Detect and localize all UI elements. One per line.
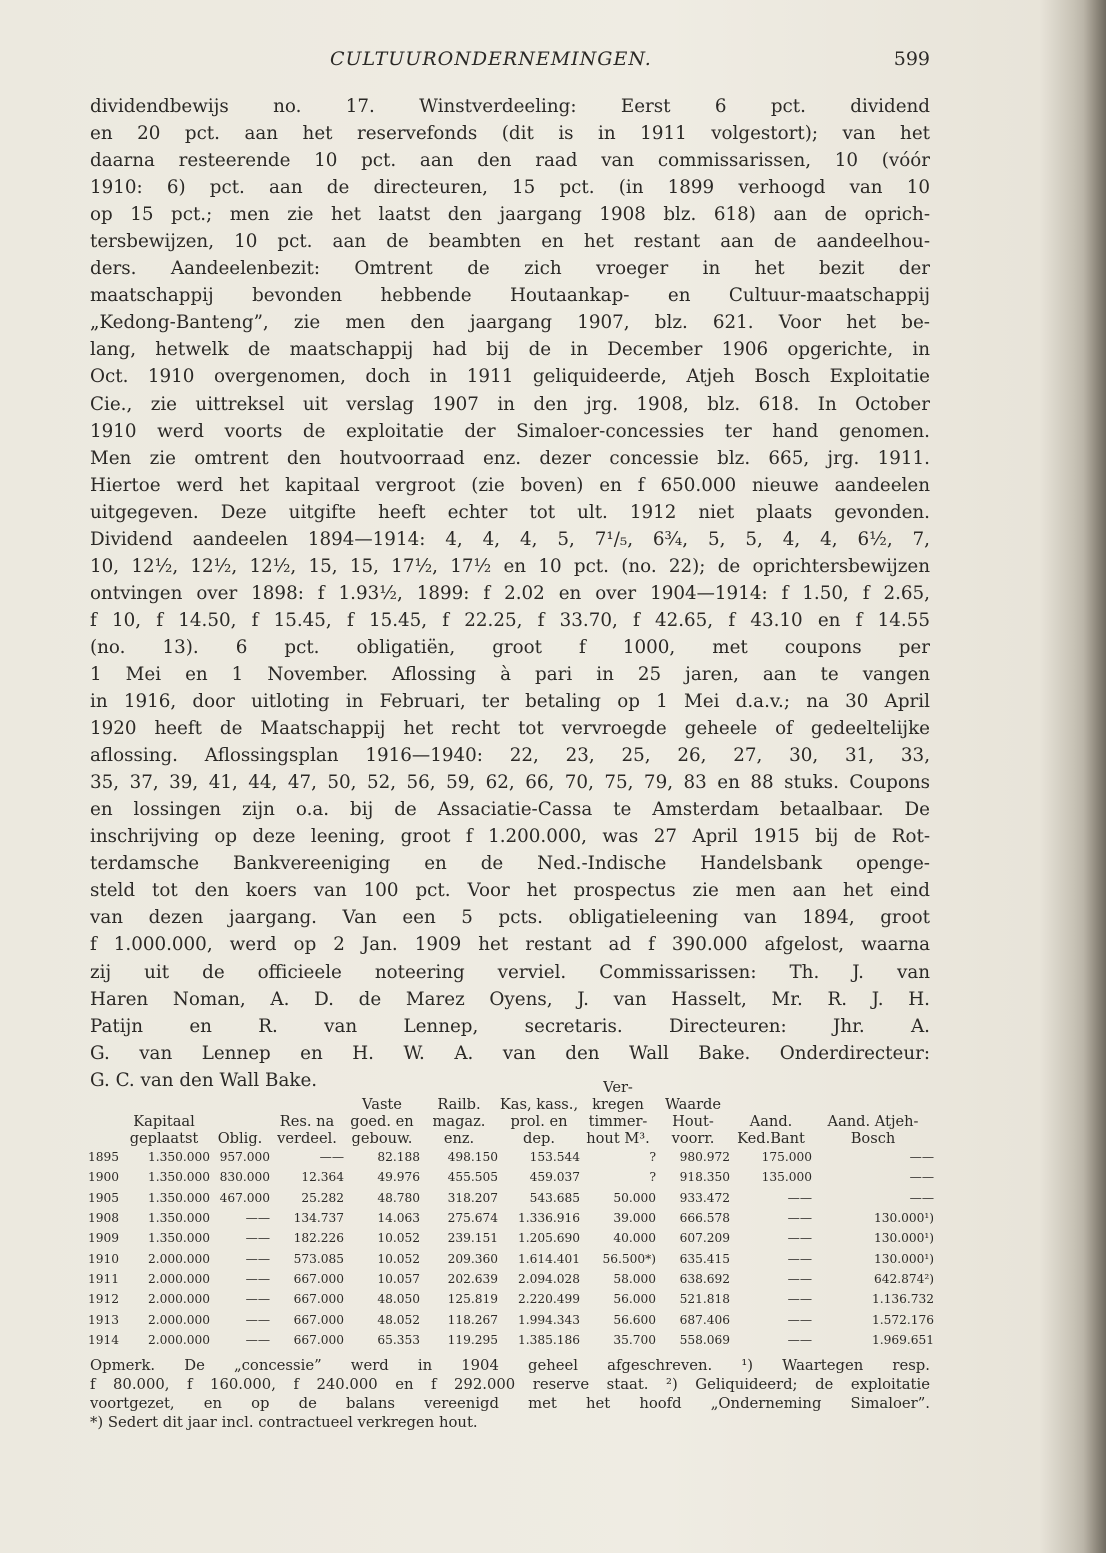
- table-cell: ——: [245, 1271, 270, 1286]
- text-line: dividendbewijs no. 17. Winstverdeeling: Eerst 6 pct. dividend: [90, 96, 930, 117]
- table-cell: 82.188: [377, 1150, 420, 1165]
- table-cell: 130.000¹): [873, 1231, 934, 1246]
- table-cell: 202.639: [447, 1271, 498, 1286]
- text-line: daarna resteerende 10 pct. aan den raad van commissarissen, 10 (vóór: [90, 150, 930, 172]
- footnote-line: voortgezet, en op de balans vereenigd met het hoofd „Onderneming Simaloer”.: [90, 1394, 930, 1412]
- table-cell: 318.207: [447, 1190, 498, 1205]
- table-body: [88, 1147, 934, 1350]
- footnote-line: Opmerk. De „concessie” werd in 1904 geheel afgeschreven. ¹) Waartegen resp.: [90, 1357, 930, 1374]
- table-cell: 14.063: [377, 1211, 420, 1226]
- text-line: Dividend aandeelen 1894—1914: 4, 4, 4, 5, 7¹/₅, 6¾, 5, 5, 4, 4, 6½, 7,: [90, 528, 930, 550]
- table-cell: 275.674: [447, 1211, 498, 1226]
- table-cell: 933.472: [679, 1190, 730, 1205]
- table-column-header: Res. na verdeel.: [277, 1113, 337, 1147]
- table-cell: ——: [245, 1231, 270, 1246]
- table-column-header: Waarde Hout-voorr.: [664, 1096, 722, 1147]
- table-cell: 467.000: [219, 1190, 270, 1205]
- table-cell: 1.572.176: [871, 1312, 934, 1327]
- table-cell: ——: [245, 1292, 270, 1307]
- financial-table: [88, 1079, 934, 1350]
- table-cell: 1.350.000: [147, 1231, 210, 1246]
- table-cell: 638.692: [679, 1271, 730, 1286]
- table-cell: 56.000: [613, 1292, 656, 1307]
- text-line: van dezen jaargang. Van een 5 pcts. obligatieleening van 1894, groot: [90, 907, 930, 929]
- table-cell: 2.000.000: [147, 1332, 210, 1347]
- table-cell: 10.052: [377, 1231, 420, 1246]
- table-cell: 25.282: [301, 1190, 344, 1205]
- table-cell: ——: [787, 1211, 812, 1226]
- table-cell: 1.994.343: [517, 1312, 580, 1327]
- table-cell: 40.000: [613, 1231, 656, 1246]
- table-cell: 498.150: [447, 1150, 498, 1165]
- table-cell: 830.000: [219, 1170, 270, 1185]
- body-text: [90, 93, 930, 1094]
- table-cell: 687.406: [679, 1312, 730, 1327]
- table-cell: ——: [787, 1251, 812, 1266]
- table-cell: 56.500*): [602, 1251, 656, 1266]
- text-line: aflossing. Aflossingsplan 1916—1940: 22, 23, 25, 26, 27, 30, 31, 33,: [90, 745, 930, 767]
- footnote-line: *) Sedert dit jaar incl. contractueel verkregen hout.: [90, 1413, 478, 1431]
- table-cell: 48.050: [377, 1292, 420, 1307]
- table-cell: 209.360: [447, 1251, 498, 1266]
- table-cell: 65.353: [377, 1332, 420, 1347]
- table-year-cell: 1913: [88, 1312, 120, 1327]
- table-cell: 118.267: [447, 1312, 498, 1327]
- page-header: [90, 48, 930, 76]
- text-line: 1910 werd voorts de exploitatie der Simaloer-concessies ter hand genomen.: [90, 420, 930, 442]
- table-column-header: Aand. Atjeh-Bosch: [827, 1113, 919, 1147]
- table-cell: 642.874²): [873, 1271, 934, 1286]
- table-column-header: Ver-kregen timmer-hout M³.: [586, 1079, 650, 1147]
- table-row: [88, 1330, 934, 1350]
- table-cell: 573.085: [293, 1251, 344, 1266]
- text-line: Haren Noman, A. D. de Marez Oyens, J. van Hasselt, Mr. R. J. H.: [90, 988, 930, 1010]
- table-cell: ——: [909, 1170, 934, 1185]
- text-line: terdamsche Bankvereeniging en de Ned.-Indische Handelsbank openge-: [90, 853, 930, 875]
- table-cell: 56.600: [613, 1312, 656, 1327]
- table-cell: 543.685: [529, 1190, 580, 1205]
- table-cell: 1.136.732: [871, 1292, 934, 1307]
- text-line: lang, hetwelk de maatschappij had bij de in December 1906 opgerichte, in: [90, 339, 930, 361]
- running-title: CULTUURONDERNEMINGEN.: [330, 48, 652, 70]
- table-column-header: Kas, kass., prol. en dep.: [499, 1096, 579, 1147]
- table-cell: 918.350: [679, 1170, 730, 1185]
- table-cell: 119.295: [447, 1332, 498, 1347]
- table-cell: 1.205.690: [517, 1231, 580, 1246]
- table-cell: 2.220.499: [517, 1292, 580, 1307]
- table-cell: ——: [787, 1190, 812, 1205]
- table-cell: 957.000: [219, 1150, 270, 1165]
- text-line: 35, 37, 39, 41, 44, 47, 50, 52, 56, 59, 62, 66, 70, 75, 79, 83 en 88 stuks. Coupons: [90, 772, 930, 794]
- table-cell: 1.350.000: [147, 1170, 210, 1185]
- text-line: tersbewijzen, 10 pct. aan de beambten en het restant aan de aandeelhou-: [90, 231, 930, 253]
- text-line: en lossingen zijn o.a. bij de Assaciatie-Cassa te Amsterdam betaalbaar. De: [90, 799, 930, 821]
- table-cell: 12.364: [301, 1170, 344, 1185]
- text-line: ontvingen over 1898: f 1.93½, 1899: f 2.02 en over 1904—1914: f 1.50, f 2.65,: [90, 582, 930, 604]
- text-line: en 20 pct. aan het reservefonds (dit is in 1911 volgestort); van het: [90, 123, 930, 145]
- table-cell: 667.000: [293, 1292, 344, 1307]
- table-year-cell: 1900: [88, 1170, 120, 1185]
- table-cell: 39.000: [613, 1211, 656, 1226]
- table-cell: 153.544: [529, 1150, 580, 1165]
- text-line: 10, 12½, 12½, 12½, 15, 15, 17½, 17½ en 10 pct. (no. 22); de oprichtersbewijzen: [90, 555, 930, 577]
- table-cell: 666.578: [679, 1211, 730, 1226]
- table-row: [88, 1147, 934, 1167]
- table-cell: 130.000¹): [873, 1211, 934, 1226]
- text-line: (no. 13). 6 pct. obligatiën, groot f 1000, met coupons per: [90, 636, 930, 658]
- text-line: zij uit de officieele noteering verviel. Commissarissen: Th. J. van: [90, 961, 930, 983]
- table-cell: 134.737: [293, 1211, 344, 1226]
- table-cell: ?: [649, 1170, 656, 1185]
- table-cell: ——: [787, 1312, 812, 1327]
- footnote-line: f 80.000, f 160.000, f 240.000 en f 292.000 reserve staat. ²) Geliquideerd; de exploitatie: [90, 1375, 930, 1393]
- table-row: [88, 1248, 934, 1268]
- text-line: maatschappij bevonden hebbende Houtaankap- en Cultuur-maatschappij: [90, 285, 930, 307]
- text-line: G. van Lennep en H. W. A. van den Wall Bake. Onderdirecteur:: [90, 1042, 930, 1064]
- table-cell: 1.614.401: [517, 1251, 580, 1266]
- table-cell: 1.385.186: [517, 1332, 580, 1347]
- table-row: [88, 1309, 934, 1329]
- table-cell: 667.000: [293, 1332, 344, 1347]
- table-cell: 182.226: [293, 1231, 344, 1246]
- table-cell: ——: [319, 1150, 344, 1165]
- table-cell: 10.057: [377, 1271, 420, 1286]
- text-line: f 10, f 14.50, f 15.45, f 15.45, f 22.25, f 33.70, f 42.65, f 43.10 en f 14.55: [90, 609, 930, 631]
- table-cell: ——: [909, 1150, 934, 1165]
- text-line: Men zie omtrent den houtvoorraad enz. dezer concessie blz. 665, jrg. 1911.: [90, 447, 930, 469]
- text-line: „Kedong-Banteng”, zie men den jaargang 1907, blz. 621. Voor het be-: [90, 312, 930, 334]
- table-cell: 2.094.028: [517, 1271, 580, 1286]
- table-cell: 130.000¹): [873, 1251, 934, 1266]
- table-cell: 2.000.000: [147, 1271, 210, 1286]
- text-line: Hiertoe werd het kapitaal vergroot (zie boven) en f 650.000 nieuwe aandeelen: [90, 474, 930, 496]
- table-cell: 980.972: [679, 1150, 730, 1165]
- text-line: steld tot den koers van 100 pct. Voor het prospectus zie men aan het eind: [90, 880, 930, 902]
- page-number: 599: [893, 48, 930, 70]
- text-line: ders. Aandeelenbezit: Omtrent de zich vroeger in het bezit der: [90, 258, 930, 280]
- table-cell: 50.000: [613, 1190, 656, 1205]
- table-row: [88, 1269, 934, 1289]
- text-line: Oct. 1910 overgenomen, doch in 1911 geliquideerde, Atjeh Bosch Exploitatie: [90, 366, 930, 388]
- table-row: [88, 1167, 934, 1187]
- table-cell: 2.000.000: [147, 1251, 210, 1266]
- text-line: Cie., zie uittreksel uit verslag 1907 in den jrg. 1908, blz. 618. In October: [90, 393, 930, 415]
- text-line: op 15 pct.; men zie het laatst den jaargang 1908 blz. 618) aan de oprich-: [90, 204, 930, 226]
- table-cell: 175.000: [761, 1150, 812, 1165]
- table-row: [88, 1208, 934, 1228]
- table-cell: ?: [649, 1150, 656, 1165]
- table-column-header: Kapitaal geplaatst: [129, 1113, 199, 1147]
- table-row: [88, 1289, 934, 1309]
- table-cell: 2.000.000: [147, 1312, 210, 1327]
- table-cell: 607.209: [679, 1231, 730, 1246]
- table-cell: 667.000: [293, 1312, 344, 1327]
- table-column-header: [88, 1079, 118, 1147]
- table-cell: 239.151: [447, 1231, 498, 1246]
- table-cell: 1.336.916: [517, 1211, 580, 1226]
- table-column-header: Oblig.: [217, 1130, 263, 1147]
- table-cell: 1.350.000: [147, 1211, 210, 1226]
- text-line: Patijn en R. van Lennep, secretaris. Directeuren: Jhr. A.: [90, 1015, 930, 1037]
- table-year-cell: 1895: [88, 1150, 120, 1165]
- table-year-cell: 1912: [88, 1292, 120, 1307]
- table-row: [88, 1188, 934, 1208]
- table-cell: ——: [245, 1251, 270, 1266]
- text-line: 1920 heeft de Maatschappij het recht tot vervroegde geheele of gedeeltelijke: [90, 718, 930, 740]
- text-line: inschrijving op deze leening, groot f 1.200.000, was 27 April 1915 bij de Rot-: [90, 826, 930, 848]
- table-cell: 455.505: [447, 1170, 498, 1185]
- table-column-header: Vaste goed. en gebouw.: [350, 1096, 414, 1147]
- table-cell: 635.415: [679, 1251, 730, 1266]
- table-cell: ——: [909, 1190, 934, 1205]
- table-row: [88, 1228, 934, 1248]
- text-line: 1910: 6) pct. aan de directeuren, 15 pct. (in 1899 verhoogd van 10: [90, 177, 930, 199]
- footnotes: [90, 1357, 930, 1433]
- table-cell: ——: [245, 1211, 270, 1226]
- table-cell: 1.969.651: [871, 1332, 934, 1347]
- table-cell: 125.819: [447, 1292, 498, 1307]
- table-cell: ——: [787, 1292, 812, 1307]
- text-line: f 1.000.000, werd op 2 Jan. 1909 het restant ad f 390.000 afgelost, waarna: [90, 934, 930, 956]
- table-cell: 10.052: [377, 1251, 420, 1266]
- table-cell: ——: [245, 1312, 270, 1327]
- table-cell: 35.700: [613, 1332, 656, 1347]
- table-cell: 459.037: [529, 1170, 580, 1185]
- table-year-cell: 1908: [88, 1211, 120, 1226]
- table-cell: 1.350.000: [147, 1190, 210, 1205]
- table-cell: 48.052: [377, 1312, 420, 1327]
- text-line: 1 Mei en 1 November. Aflossing à pari in 25 jaren, aan te vangen: [90, 663, 930, 685]
- table-column-header: Railb. magaz. enz.: [432, 1096, 486, 1147]
- table-year-cell: 1910: [88, 1251, 120, 1266]
- table-cell: 49.976: [377, 1170, 420, 1185]
- table-cell: ——: [787, 1271, 812, 1286]
- page-edge-shadow: [1084, 0, 1106, 1553]
- table-year-cell: 1914: [88, 1332, 120, 1347]
- table-year-cell: 1911: [88, 1271, 120, 1286]
- table-cell: ——: [787, 1332, 812, 1347]
- text-line: G. C. van den Wall Bake.: [90, 1069, 318, 1091]
- table-cell: 521.818: [679, 1292, 730, 1307]
- table-column-header: Aand. Ked.Bant: [737, 1113, 805, 1147]
- table-cell: 48.780: [377, 1190, 420, 1205]
- table-cell: 1.350.000: [147, 1150, 210, 1165]
- table-cell: 558.069: [679, 1332, 730, 1347]
- table-cell: ——: [245, 1332, 270, 1347]
- text-line: uitgegeven. Deze uitgifte heeft echter tot ult. 1912 niet plaats gevonden.: [90, 501, 930, 523]
- table-cell: 667.000: [293, 1271, 344, 1286]
- table-cell: ——: [787, 1231, 812, 1246]
- table-header-row: [88, 1079, 934, 1147]
- table-cell: 58.000: [613, 1271, 656, 1286]
- text-line: in 1916, door uitloting in Februari, ter betaling op 1 Mei d.a.v.; na 30 April: [90, 691, 930, 713]
- table-cell: 2.000.000: [147, 1292, 210, 1307]
- table-year-cell: 1909: [88, 1231, 120, 1246]
- table-cell: 135.000: [761, 1170, 812, 1185]
- table-year-cell: 1905: [88, 1190, 120, 1205]
